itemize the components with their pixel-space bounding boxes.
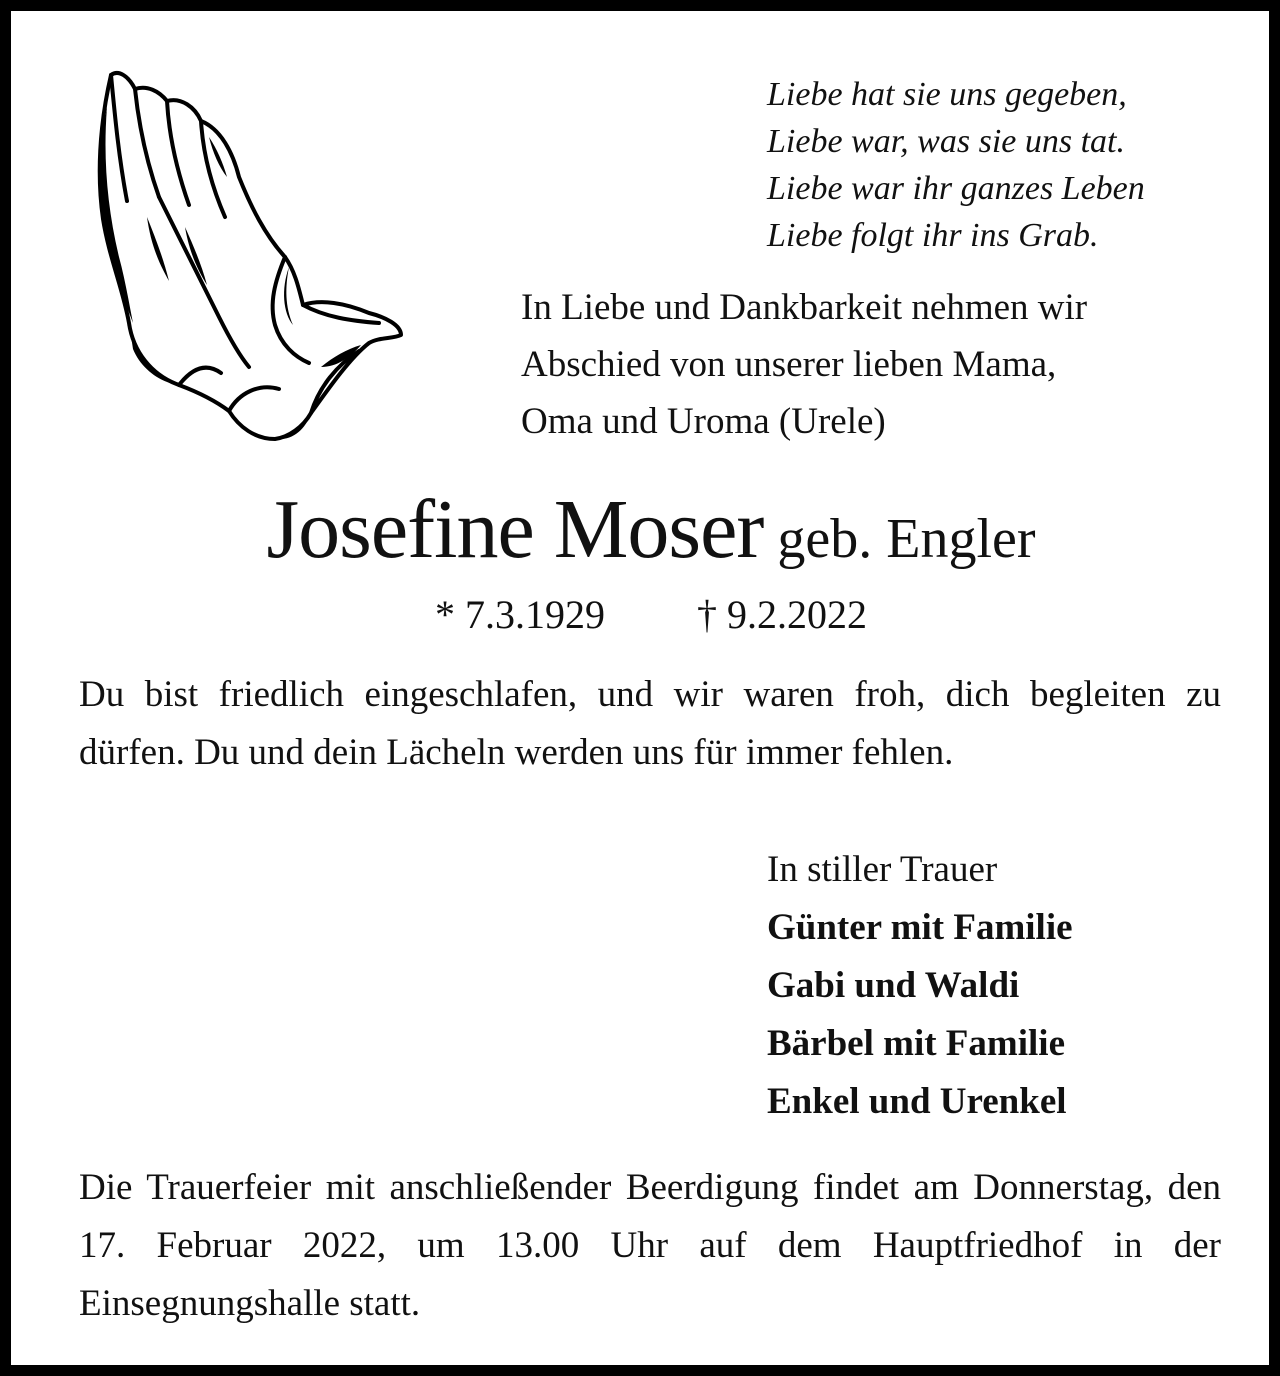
intro-line: Oma und Uroma (Urele) [521,401,886,442]
maiden-name: geb. Engler [777,508,1036,570]
life-dates [11,591,1280,638]
praying-hands-icon [89,67,407,451]
funeral-service-notice: Die Trauerfeier mit anschließender Beerdigung findet am Donnerstag, den 17. Februar 2022, um 13.00 Uhr auf dem Hauptfriedhof in der Einsegnungshalle statt. [79,1167,1221,1324]
mourners-list [767,841,1237,1131]
farewell-message: Du bist friedlich eingeschlafen, und wir waren froh, dich begleiten zu dürfen. Du und dein Lächeln werden uns für immer fehlen. [79,674,1221,773]
mourners-heading: In stiller Trauer [767,849,998,890]
deceased-name-line [11,481,1280,578]
intro-line: Abschied von unserer lieben Mama, [521,344,1057,385]
poem-line: Liebe folgt ihr ins Grab. [767,217,1099,254]
birth-date: * 7.3.1929 [435,592,605,637]
death-date: † 9.2.2022 [697,592,867,637]
poem [767,71,1247,259]
mourner-name: Günter mit Familie [767,907,1073,948]
farewell-intro [521,279,1241,450]
deceased-name: Josefine Moser [266,483,764,576]
mourner-name: Bärbel mit Familie [767,1023,1065,1064]
intro-line: In Liebe und Dankbarkeit nehmen wir [521,287,1088,328]
poem-line: Liebe war ihr ganzes Leben [767,170,1145,207]
mourner-name: Gabi und Waldi [767,965,1020,1006]
mourner-name: Enkel und Urenkel [767,1081,1067,1122]
poem-line: Liebe hat sie uns gegeben, [767,76,1127,113]
poem-line: Liebe war, was sie uns tat. [767,123,1125,160]
